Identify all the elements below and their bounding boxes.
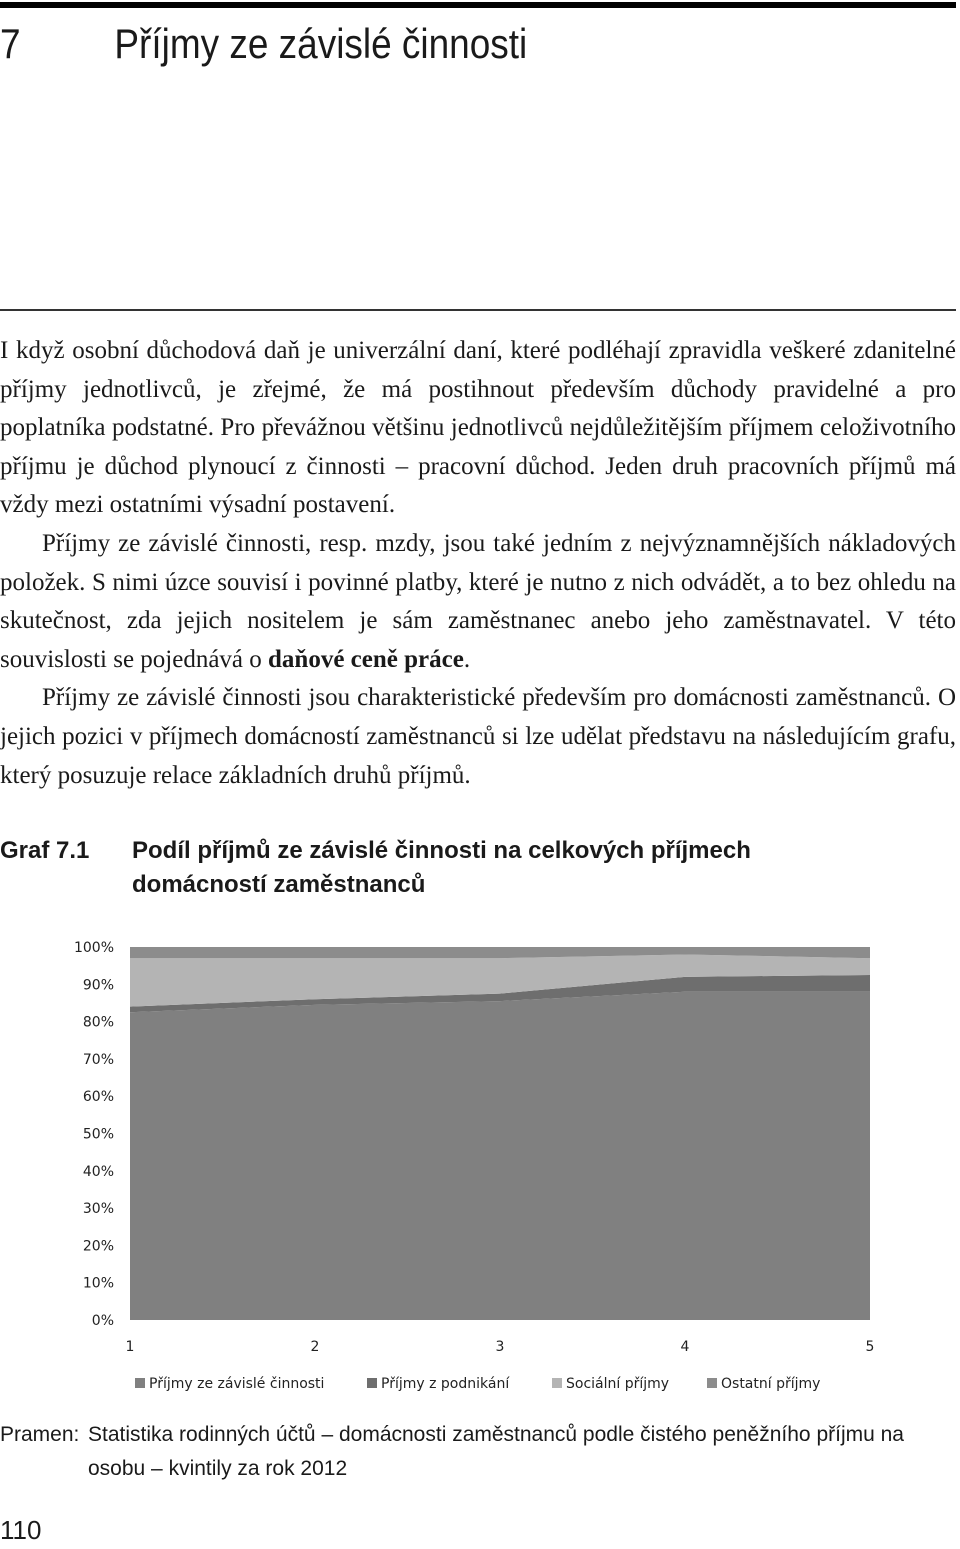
- legend: [135, 1376, 820, 1392]
- paragraph-2-end: .: [463, 645, 471, 673]
- legend-swatch: [707, 1378, 717, 1388]
- legend-label: Příjmy z podnikání: [381, 1376, 510, 1392]
- page-number: 110: [0, 1515, 42, 1545]
- area-series-1: [130, 992, 870, 1320]
- legend-swatch: [552, 1378, 562, 1388]
- x-axis-ticks: [126, 1339, 875, 1355]
- x-tick-label: 4: [680, 1339, 690, 1355]
- stacked-area-chart: [0, 930, 960, 1410]
- chapter-number: 7: [0, 20, 21, 67]
- paragraph-3: [0, 679, 956, 795]
- paragraph-1: [0, 332, 956, 525]
- legend-label: Příjmy ze závislé činnosti: [149, 1376, 325, 1392]
- paragraph-2-bold: daňové ceně práce: [268, 645, 464, 673]
- y-tick-label: 80%: [82, 1014, 114, 1031]
- x-tick-label: 3: [495, 1339, 505, 1355]
- x-tick-label: 1: [125, 1339, 135, 1355]
- legend-label: Sociální příjmy: [566, 1376, 670, 1392]
- source-label: Pramen:: [0, 1423, 80, 1446]
- legend-label: Ostatní příjmy: [721, 1376, 821, 1392]
- figure-title: Podíl příjmů ze závislé činnosti na celkových příjmech domácností zaměstnanců: [132, 837, 751, 898]
- y-tick-label: 20%: [82, 1238, 114, 1255]
- paragraph-2: [0, 525, 956, 679]
- y-tick-label: 60%: [82, 1089, 114, 1106]
- y-axis-ticks: [74, 940, 114, 1329]
- plot-area: [130, 947, 870, 1320]
- paragraph-3-text: Příjmy ze závislé činnosti jsou charakteristické především pro domácnosti zaměstnanců. O jejich pozici v příjmech domácností zaměstnanců si lze udělat představu na následujícím grafu, který posuzuje relace základních druhů příjmů.: [0, 684, 956, 789]
- y-tick-label: 100%: [73, 940, 114, 956]
- y-tick-label: 40%: [82, 1163, 114, 1180]
- source-text: Statistika rodinných účtů – domácnosti zaměstnanců podle čistého peněžního příjmu na osobu – kvintily za rok 2012: [88, 1423, 904, 1480]
- y-tick-label: 30%: [82, 1201, 114, 1218]
- x-tick-label: 5: [865, 1339, 875, 1355]
- body-text: [0, 332, 956, 795]
- y-tick-label: 10%: [82, 1275, 114, 1292]
- paragraph-1-text: I když osobní důchodová daň je univerzální daní, které podléhají zpravidla veškeré zdanitelné příjmy jednotlivců, je zřejmé, že má postihnout především důchody pravidelné a pro poplatníka podstatné. Pro převážnou většinu jednotlivců nejdůležitějším příjmem celoživotního příjmu je důchod plynoucí z činnosti – pracovní důchod. Jeden druh pracovních příjmů má vždy mezi ostatními výsadní postavení.: [0, 337, 956, 519]
- y-tick-label: 50%: [82, 1126, 114, 1143]
- y-tick-label: 90%: [82, 977, 114, 994]
- paragraph-2-text: Příjmy ze závislé činnosti, resp. mzdy, jsou také jedním z nejvýznamnějších nákladových položek. S nimi úzce souvisí i povinné platby, které je nutno z nich odvádět, a to bez ohledu na skutečnost, zda jejich nositelem je sám zaměstnanec anebo jeho zaměstnavatel. V této souvislosti se pojednává o: [0, 529, 956, 673]
- legend-swatch: [135, 1378, 145, 1388]
- chapter-title: Příjmy ze závislé činnosti: [114, 20, 528, 67]
- y-tick-label: 0%: [91, 1313, 114, 1329]
- y-tick-label: 70%: [82, 1051, 114, 1068]
- figure-label: Graf 7.1: [0, 837, 90, 864]
- top-rule: [0, 2, 956, 8]
- x-tick-label: 2: [310, 1339, 320, 1355]
- legend-swatch: [367, 1378, 377, 1388]
- section-rule: [0, 309, 956, 311]
